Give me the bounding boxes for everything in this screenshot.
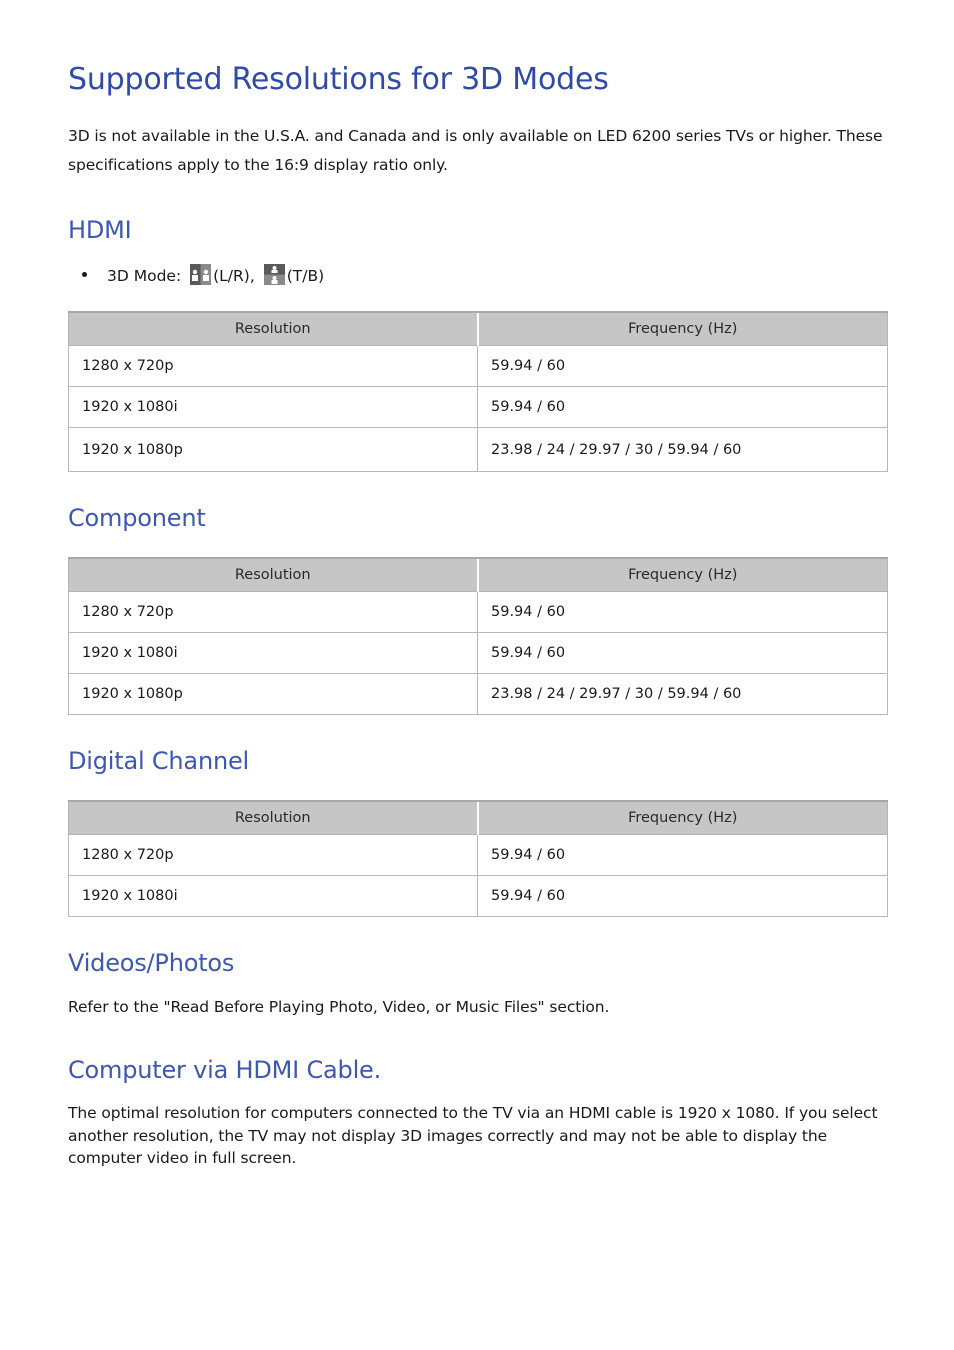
digital-channel-resolution-table <box>68 800 888 917</box>
resolution-cell: 1280 x 720p <box>69 835 478 876</box>
mode-lr-label: (L/R), <box>213 267 255 285</box>
resolution-cell: 1920 x 1080i <box>69 876 478 917</box>
frequency-cell: 59.94 / 60 <box>478 592 888 633</box>
hdmi-heading: HDMI <box>68 216 132 244</box>
table-row <box>69 633 888 674</box>
table-header-row <box>69 558 888 592</box>
resolution-cell: 1920 x 1080p <box>69 428 478 472</box>
component-resolution-table <box>68 557 888 715</box>
table-row <box>69 387 888 428</box>
frequency-cell: 23.98 / 24 / 29.97 / 30 / 59.94 / 60 <box>478 674 888 715</box>
resolution-cell: 1280 x 720p <box>69 346 478 387</box>
table-row <box>69 428 888 472</box>
resolution-cell: 1920 x 1080p <box>69 674 478 715</box>
side-by-side-icon <box>190 264 211 285</box>
resolution-cell: 1920 x 1080i <box>69 633 478 674</box>
table-row <box>69 592 888 633</box>
videos-photos-text: Refer to the "Read Before Playing Photo, Video, or Music Files" section. <box>68 998 610 1016</box>
column-header-resolution: Resolution <box>69 312 478 346</box>
frequency-cell: 59.94 / 60 <box>478 633 888 674</box>
top-bottom-icon <box>264 264 285 285</box>
table-row <box>69 674 888 715</box>
resolution-cell: 1280 x 720p <box>69 592 478 633</box>
column-header-frequency: Frequency (Hz) <box>478 312 888 346</box>
table-row <box>69 346 888 387</box>
table-header-row <box>69 312 888 346</box>
component-heading: Component <box>68 504 206 532</box>
videos-photos-heading: Videos/Photos <box>68 949 235 977</box>
frequency-cell: 59.94 / 60 <box>478 835 888 876</box>
page-title: Supported Resolutions for 3D Modes <box>68 62 609 97</box>
column-header-frequency: Frequency (Hz) <box>478 801 888 835</box>
mode-label: 3D Mode: <box>107 267 182 285</box>
resolution-cell: 1920 x 1080i <box>69 387 478 428</box>
column-header-frequency: Frequency (Hz) <box>478 558 888 592</box>
computer-hdmi-heading: Computer via HDMI Cable. <box>68 1056 382 1084</box>
hdmi-resolution-table <box>68 311 888 472</box>
frequency-cell: 59.94 / 60 <box>478 387 888 428</box>
intro-text: 3D is not available in the U.S.A. and Canada and is only available on LED 6200 series TVs or higher. These specifications apply to the 16:9 display ratio only. <box>68 127 883 174</box>
bullet-icon <box>82 272 87 277</box>
frequency-cell: 59.94 / 60 <box>478 876 888 917</box>
frequency-cell: 23.98 / 24 / 29.97 / 30 / 59.94 / 60 <box>478 428 888 472</box>
mode-tb-label: (T/B) <box>286 267 325 285</box>
frequency-cell: 59.94 / 60 <box>478 346 888 387</box>
table-row <box>69 835 888 876</box>
table-header-row <box>69 801 888 835</box>
table-row <box>69 876 888 917</box>
column-header-resolution: Resolution <box>69 558 478 592</box>
hdmi-3d-mode-item <box>82 264 324 288</box>
column-header-resolution: Resolution <box>69 801 478 835</box>
computer-hdmi-text: The optimal resolution for computers connected to the TV via an HDMI cable is 1920 x 1080. If you select another resolution, the TV may not display 3D images correctly and may not be able to display the computer video in full screen. <box>68 1104 878 1167</box>
digital-channel-heading: Digital Channel <box>68 747 249 775</box>
